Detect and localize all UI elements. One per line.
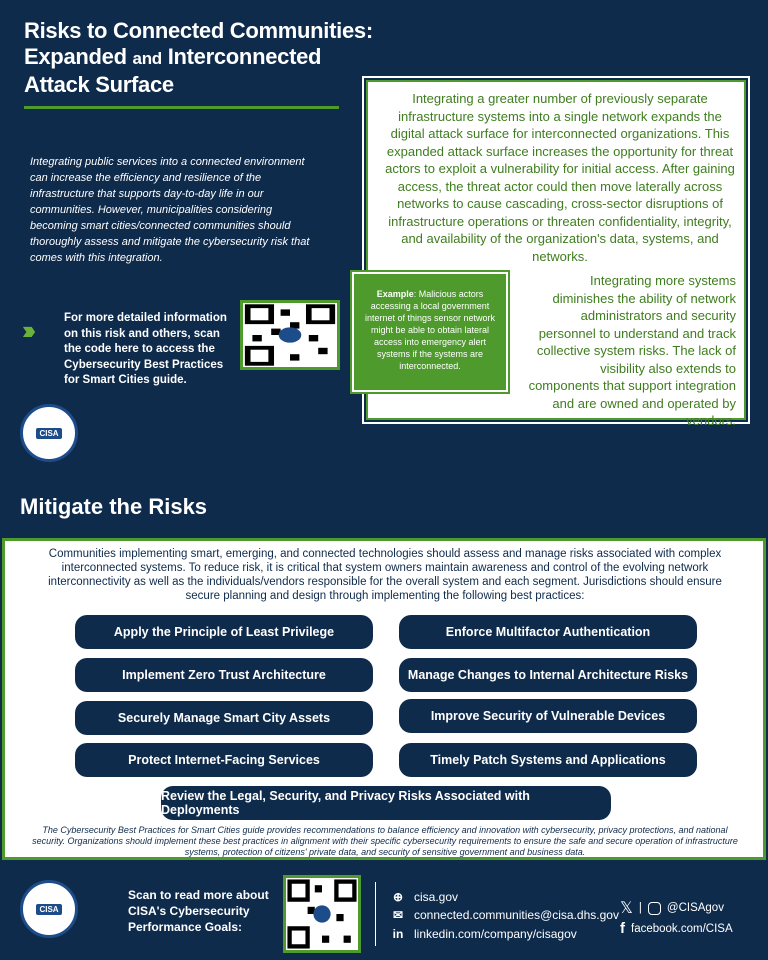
instagram-icon <box>648 902 661 915</box>
title-line <box>24 44 373 72</box>
seal-label: CISA <box>36 904 61 915</box>
email-link[interactable] <box>390 908 619 922</box>
facebook-text: facebook.com/CISA <box>631 922 733 935</box>
x-instagram-link[interactable]: 𝕏 | @CISAgov <box>620 900 724 917</box>
example-callout <box>352 272 508 392</box>
mitigate-panel <box>2 538 766 860</box>
visibility-text: Integrating more systems diminishes the ability of network administrators and security personnel to understand and track collective system risks. The lack of visibility also extends to components that support integration and are owned and operated by vendors. <box>528 273 736 428</box>
linkedin-icon: in <box>392 927 404 941</box>
x-handle-text: @CISAgov <box>666 902 724 914</box>
qr-code-performance-goals[interactable] <box>283 875 361 953</box>
page-title <box>24 18 373 98</box>
more-info-text: For more detailed information on this risk and others, scan the code here to access the Cybersecurity Best Practices for Smart Cities guide. <box>64 312 227 386</box>
footer-divider <box>375 882 376 946</box>
email-text: connected.communities@cisa.dhs.gov <box>414 908 619 922</box>
practice-architecture-changes[interactable]: Manage Changes to Internal Architecture Risks <box>399 658 697 692</box>
website-text: cisa.gov <box>414 890 459 904</box>
practice-mfa[interactable]: Enforce Multifactor Authentication <box>399 615 697 649</box>
practice-smart-city-assets[interactable]: Securely Manage Smart City Assets <box>75 701 373 735</box>
website-link[interactable] <box>390 890 458 904</box>
mitigate-footnote: The Cybersecurity Best Practices for Smart Cities guide provides recommendations to balance efficiency and innovation with cybersecurity, privacy protections, and national security. Organizations should implement these best practices in alignment with their specific cybersecurity requirements to ensure the safe and secure operation of infrastructure systems, protection of citizens' private data, and security of sensitive government and business data. <box>32 825 738 857</box>
title-line: Risks to Connected Communities: <box>24 18 373 43</box>
qr-code-smart-cities[interactable] <box>240 300 340 370</box>
title-divider <box>24 106 339 109</box>
footer-scan-text: Scan to read more about CISA's Cybersecurity Performance Goals: <box>128 888 269 934</box>
seal-label: CISA <box>36 428 61 439</box>
facebook-icon: f <box>620 920 625 937</box>
linkedin-link[interactable] <box>390 927 577 941</box>
mitigate-lead: Communities implementing smart, emerging, and connected technologies should assess and manage risks associated with complex interconnected systems. To reduce risk, it is critical that system owners maintain awareness and control of the evolving network interconnectivity as well as the individuals/vendors responsible for the overall system and each segment. Jurisdictions should ensure secure planning and design through implementing the following best practices: <box>48 548 722 602</box>
title-word: and <box>132 49 162 68</box>
facebook-link[interactable] <box>620 920 733 937</box>
attack-surface-text: Integrating a greater number of previously separate infrastructure systems into a single network expands the digital attack surface for interconnected organizations. This expanded attack surface increases the opportunity for threat actors to exploit a vulnerability for initial access. After gaining access, the threat actor could then move laterally across networks to cause cascading, cross-sector disruptions of infrastructure operations or threaten confidentiality, integrity, and availability of the organization's data, systems, and networks. <box>385 91 735 264</box>
practice-patching[interactable]: Timely Patch Systems and Applications <box>399 743 697 777</box>
linkedin-text: linkedin.com/company/cisagov <box>414 927 577 941</box>
cisa-seal-logo-footer <box>20 880 78 938</box>
practice-legal-review[interactable]: Review the Legal, Security, and Privacy Risks Associated with Deployments <box>161 786 611 820</box>
example-text: : Malicious actors accessing a local government internet of things sensor network might be able to obtain lateral access into emergency alert systems if the systems are interconnected. <box>364 289 496 371</box>
title-line: Attack Surface <box>24 72 174 97</box>
x-icon: 𝕏 <box>620 900 633 917</box>
globe-icon: ⊕ <box>392 890 404 904</box>
intro-text: Integrating public services into a connected environment can increase the efficiency and resilience of the infrastructure that supports day-to-day life in our communities. However, municipalities considering becoming smart cities/connected communities should thoroughly assess and mitigate the cybersecurity risk that comes with this integration. <box>30 156 310 264</box>
chevrons-icon: ››› <box>22 315 30 345</box>
practice-zero-trust[interactable]: Implement Zero Trust Architecture <box>75 658 373 692</box>
envelope-icon: ✉ <box>392 908 404 922</box>
title-word: Expanded <box>24 44 127 69</box>
example-label: Example <box>376 289 414 299</box>
practice-least-privilege[interactable]: Apply the Principle of Least Privilege <box>75 615 373 649</box>
title-word: Interconnected <box>167 44 322 69</box>
cisa-seal-logo <box>20 404 78 462</box>
practice-internet-facing[interactable]: Protect Internet-Facing Services <box>75 743 373 777</box>
mitigate-title: Mitigate the Risks <box>20 494 208 519</box>
practice-vulnerable-devices[interactable]: Improve Security of Vulnerable Devices <box>399 699 697 733</box>
